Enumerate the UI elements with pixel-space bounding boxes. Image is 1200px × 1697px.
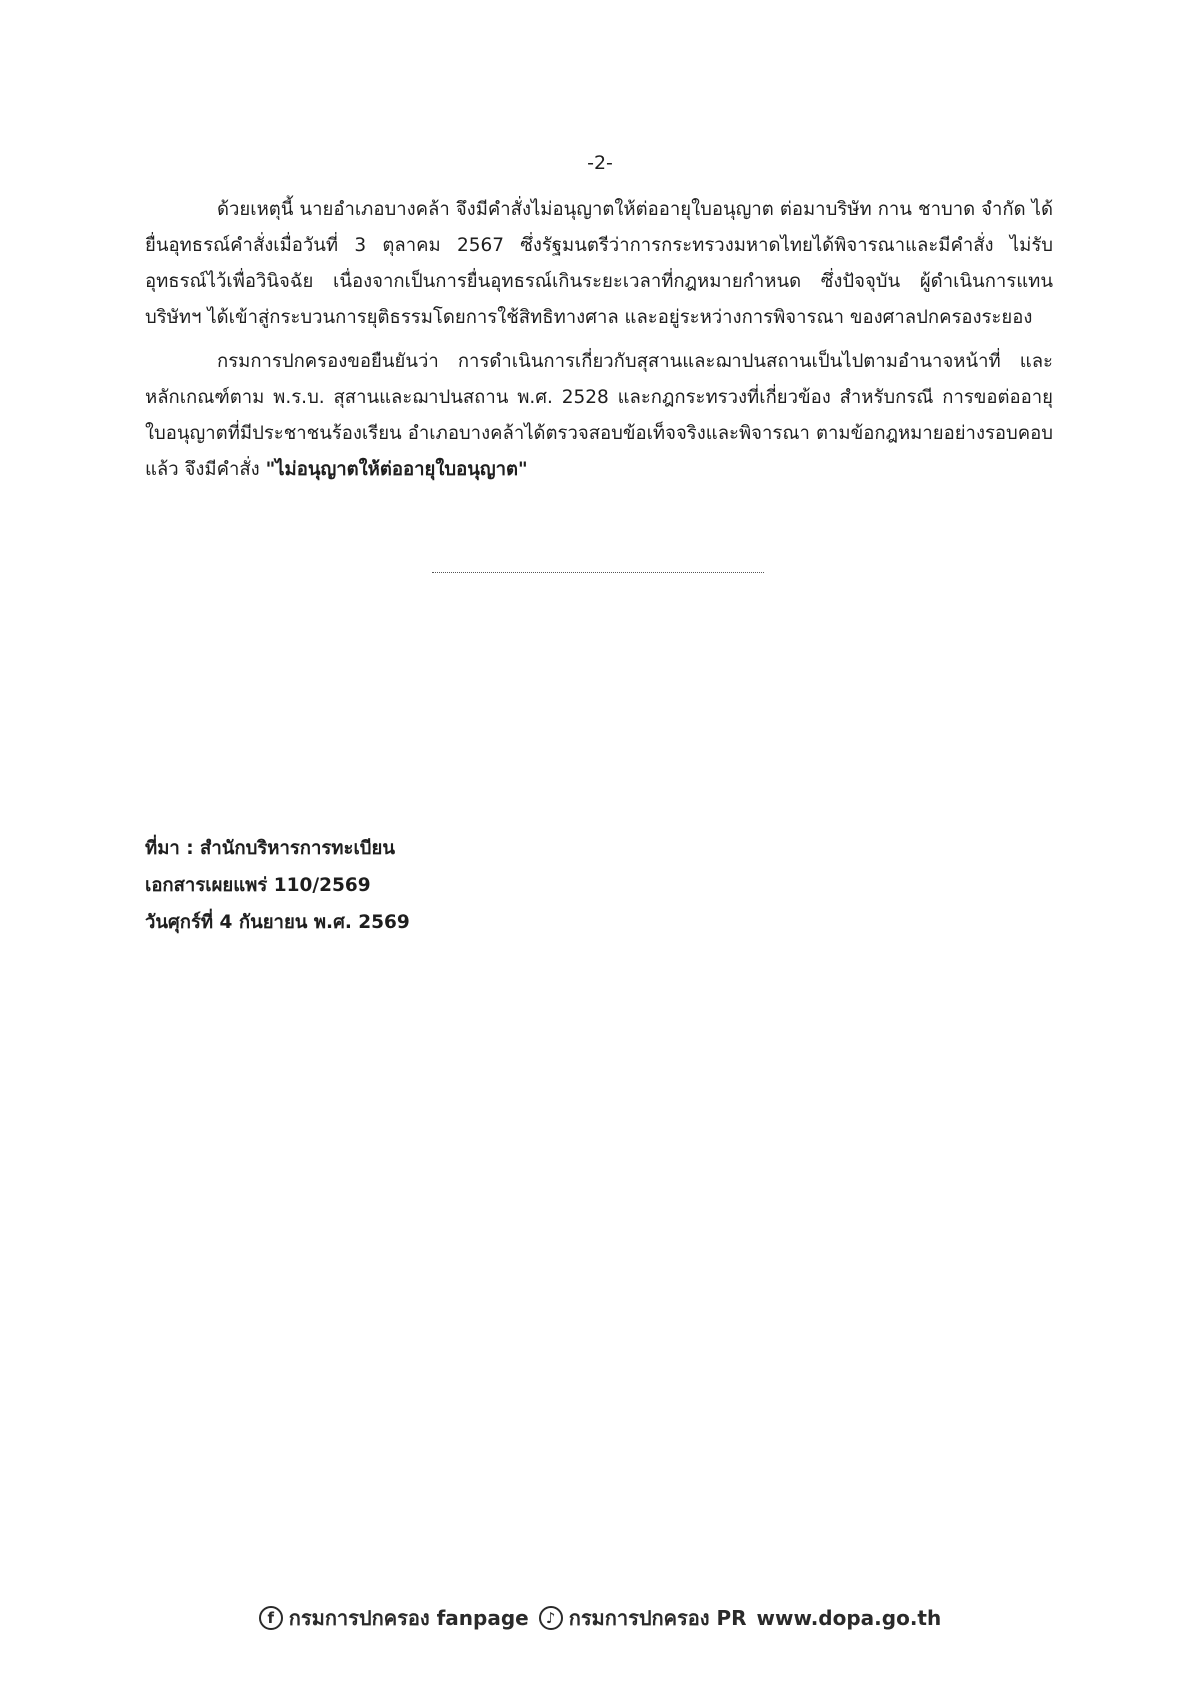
document-number: เอกสารเผยแพร่ 110/2569 (145, 875, 371, 896)
tiktok-label: กรมการปกครอง PR (568, 1606, 747, 1630)
footer-website[interactable] (757, 1606, 942, 1630)
publish-date: วันศุกร์ที่ 4 กันยายน พ.ศ. 2569 (145, 912, 410, 933)
source-block (145, 830, 410, 941)
paragraph-2 (145, 344, 1053, 488)
footer-tiktok[interactable] (539, 1602, 747, 1634)
tiktok-icon: ♪ (539, 1606, 563, 1630)
paragraph-1: ด้วยเหตุนี้ นายอำเภอบางคล้า จึงมีคำสั่งไม่อนุญาตให้ต่ออายุใบอนุญาต ต่อมาบริษัท กาน ชาบาด จำกัด ได้ยื่นอุทธรณ์คำสั่งเมื่อวันที่ 3 ตุลาคม 2567 ซึ่งรัฐมนตรีว่าการกระทรวงมหาดไทยได้พิจารณาและมีคำสั่ง ไม่รับอุทธรณ์ไว้เพื่อวินิจฉัย เนื่องจากเป็นการยื่นอุทธรณ์เกินระยะเวลาที่กฎหมายกำหนด ซึ่งปัจจุบัน ผู้ดำเนินการแทนบริษัทฯ ได้เข้าสู่กระบวนการยุติธรรมโดยการใช้สิทธิทางศาล และอยู่ระหว่างการพิจารณา ของศาลปกครองระยอง (145, 199, 1053, 328)
source-line: ที่มา : สำนักบริหารการทะเบียน (145, 838, 395, 859)
paragraph-2-emphasis: "ไม่อนุญาตให้ต่ออายุใบอนุญาต" (265, 459, 528, 480)
document-body (145, 192, 1053, 494)
facebook-label: กรมการปกครอง fanpage (288, 1606, 529, 1630)
page-number: -2- (587, 152, 613, 174)
paragraph-2-text: กรมการปกครองขอยืนยันว่า การดำเนินการเกี่ยวกับสุสานและฌาปนสถานเป็นไปตามอำนาจหน้าที่ และหลักเกณฑ์ตาม พ.ร.บ. สุสานและฌาปนสถาน พ.ศ. 2528 และกฎกระทรวงที่เกี่ยวข้อง สำหรับกรณี การขอต่ออายุใบอนุญาตที่มีประชาชนร้องเรียน อำเภอบางคล้าได้ตรวจสอบข้อเท็จจริงและพิจารณา ตามข้อกฎหมายอย่างรอบคอบแล้ว จึงมีคำสั่ง (145, 351, 1053, 480)
dotted-divider (432, 572, 764, 573)
footer (0, 1602, 1200, 1634)
website-link[interactable]: www.dopa.go.th (756, 1606, 942, 1630)
footer-facebook[interactable] (259, 1602, 529, 1634)
facebook-icon: f (259, 1606, 283, 1630)
